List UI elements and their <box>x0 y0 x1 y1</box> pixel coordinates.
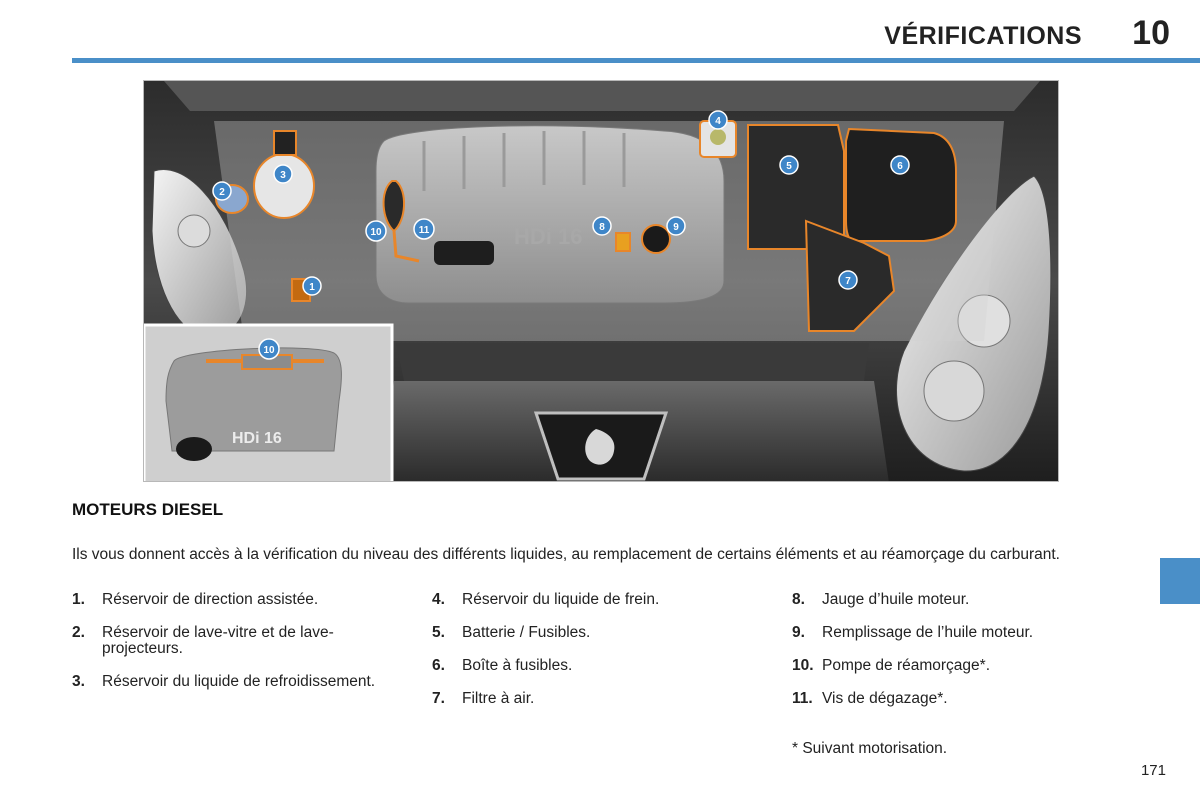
coolant-cap <box>274 131 296 155</box>
svg-text:1: 1 <box>309 282 315 293</box>
legend-text: Vis de dégazage*. <box>822 690 948 707</box>
legend-text: Jauge d’huile moteur. <box>822 591 970 608</box>
brake-fluid-cap <box>710 129 726 145</box>
callout-8 <box>593 217 611 235</box>
fuel-filter <box>434 241 494 265</box>
inset-oil-cap <box>176 437 212 461</box>
legend-text: Pompe de réamorçage*. <box>822 657 991 674</box>
legend-item <box>72 625 412 657</box>
legend-number: 3. <box>72 673 85 690</box>
legend-number: 8. <box>792 591 805 608</box>
legend-column-1 <box>72 592 412 707</box>
intro-paragraph: Ils vous donnent accès à la vérification du niveau des différents liquides, au remplacement de certains éléments et au réamorçage du carburant. <box>72 546 1060 563</box>
right-headlight-lens-2 <box>924 361 984 421</box>
svg-text:5: 5 <box>786 161 792 172</box>
inset-callout-10 <box>259 339 279 359</box>
chapter-number: 10 <box>1132 14 1170 52</box>
callout-5 <box>780 156 798 174</box>
engine-bay-svg <box>144 81 1059 482</box>
legend-item <box>72 674 412 690</box>
fuse-box <box>846 129 956 241</box>
legend-text: Remplissage de l’huile moteur. <box>822 624 1034 641</box>
svg-text:8: 8 <box>599 222 605 233</box>
legend-item <box>432 625 772 641</box>
coolant-reservoir <box>254 154 314 218</box>
legend-item <box>792 658 1132 674</box>
legend-text: Filtre à air. <box>462 690 535 707</box>
legend-number: 1. <box>72 591 85 608</box>
svg-text:2: 2 <box>219 187 225 198</box>
legend-item <box>432 691 772 707</box>
left-headlight-lens <box>178 215 210 247</box>
legend-text: Réservoir du liquide de frein. <box>462 591 660 608</box>
legend-text: Réservoir de lave-vitre et de lave-projecteurs. <box>102 624 334 657</box>
legend-number: 2. <box>72 624 85 641</box>
legend-item <box>432 658 772 674</box>
legend-item <box>792 592 1132 608</box>
legend-text: Batterie / Fusibles. <box>462 624 591 641</box>
oil-filler-cap <box>642 225 670 253</box>
legend-number: 7. <box>432 690 445 707</box>
cross-member <box>396 343 869 381</box>
svg-text:4: 4 <box>715 116 721 127</box>
callout-10 <box>366 221 386 241</box>
callout-7 <box>839 271 857 289</box>
legend-number: 4. <box>432 591 445 608</box>
engine-cover <box>376 126 724 303</box>
callout-6 <box>891 156 909 174</box>
svg-text:7: 7 <box>845 276 851 287</box>
svg-text:6: 6 <box>897 161 903 172</box>
legend-text: Réservoir de direction assistée. <box>102 591 319 608</box>
legend-number: 11. <box>792 690 813 707</box>
legend-column-2 <box>432 592 772 724</box>
legend-item <box>432 592 772 608</box>
svg-text:10: 10 <box>263 345 275 356</box>
section-title: MOTEURS DIESEL <box>72 500 224 519</box>
callout-9 <box>667 217 685 235</box>
legend-number: 10. <box>792 657 814 674</box>
page-number: 171 <box>1140 762 1166 779</box>
svg-text:9: 9 <box>673 222 679 233</box>
inset-engine-label: HDi 16 <box>232 430 282 447</box>
callout-4 <box>709 111 727 129</box>
legend-item <box>792 625 1132 641</box>
legend-column-3 <box>792 592 1132 724</box>
hood-edge <box>164 81 1040 111</box>
legend-number: 9. <box>792 624 805 641</box>
svg-text:10: 10 <box>370 227 382 238</box>
legend-item <box>792 691 1132 707</box>
legend-text: Boîte à fusibles. <box>462 657 573 674</box>
callout-2 <box>213 182 231 200</box>
header-rule <box>72 58 1200 63</box>
page-title: VÉRIFICATIONS <box>884 22 1082 50</box>
oil-dipstick <box>616 233 630 251</box>
callout-3 <box>274 165 292 183</box>
callout-1 <box>303 277 321 295</box>
callout-11 <box>414 219 434 239</box>
engine-bay-illustration <box>143 80 1059 482</box>
chapter-side-tab <box>1160 558 1200 604</box>
legend-item <box>72 592 412 608</box>
svg-text:3: 3 <box>280 170 286 181</box>
legend-text: Réservoir du liquide de refroidissement. <box>102 673 376 690</box>
legend-number: 5. <box>432 624 445 641</box>
footnote: * Suivant motorisation. <box>792 740 948 757</box>
svg-text:11: 11 <box>418 225 430 236</box>
legend-number: 6. <box>432 657 445 674</box>
engine-cover-label: HDi 16 <box>514 224 583 249</box>
